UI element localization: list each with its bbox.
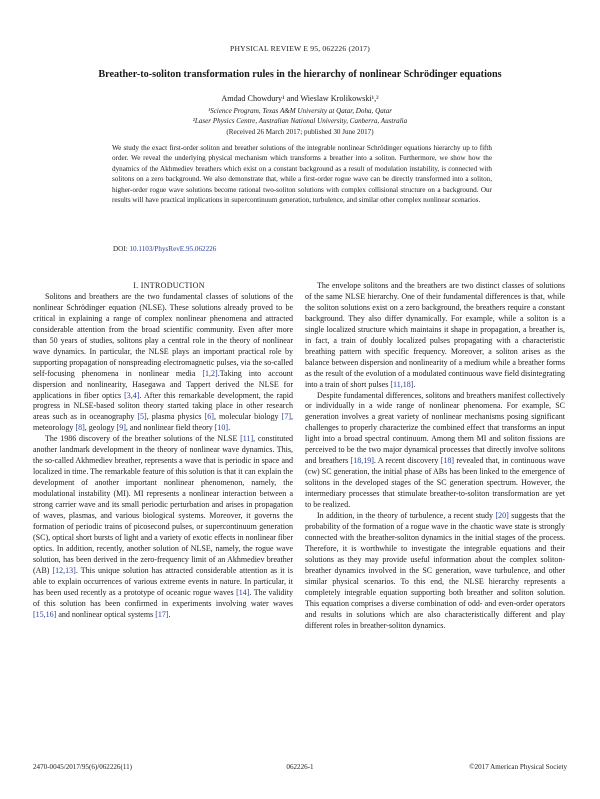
footer-page-number: 062226-1	[286, 763, 314, 771]
doi-label: DOI:	[113, 245, 128, 253]
citation[interactable]: [15,16]	[33, 609, 57, 619]
citation[interactable]: [14]	[236, 587, 250, 597]
citation[interactable]: [1,2]	[202, 368, 218, 378]
citation[interactable]: [6]	[204, 412, 214, 422]
citation[interactable]: [9]	[116, 423, 126, 433]
running-head: PHYSICAL REVIEW E 95, 062226 (2017)	[230, 44, 370, 53]
doi-line	[113, 245, 216, 253]
abstract: We study the exact first-order soliton and breather solutions of the integrable nonlinear Schrödinger equations hierarchy up to fifth order. We reveal the underlying physical mechanism which transforms a breather into a soliton. Furthermore, we show how the dynamics of the Akhmediev breathers which exist on a constant background as a result of modulation instability, is connected with solitons on a zero background. We also demonstrate that, while a first-order rogue wave can be directly transformed into a soliton, higher-order rogue wave solutions become rational two-soliton solutions with complex collisional structure on a background. Our results will have practical implications in supercontinuum generation, turbulence, and similar other complex nonlinear scenarios.	[112, 144, 492, 205]
section-heading: I. INTRODUCTION	[133, 281, 205, 290]
left-column	[33, 281, 293, 621]
footer-issn: 2470-0045/2017/95(6)/062226(11)	[33, 763, 133, 771]
paper-title: Breather-to-soliton transformation rules in the hierarchy of nonlinear Schrödinger equations	[98, 69, 502, 80]
received-dates: (Received 26 March 2017; published 30 June 2017)	[226, 128, 374, 136]
affiliation-2: ²Laser Physics Centre, Australian National University, Canberra, Australia	[192, 117, 408, 125]
intro-paragraph-4: Despite fundamental differences, solitons and breathers manifest collectively or individually in a wide range of nonlinear phenomena. For example, SC generation involves a great variety of nonlinear mechanisms posing significant challenges to properly characterize the combined effect that transforms an input light into a broad spectral continuum. Among them MI and soliton fissions are perceived to be the two major dynamical processes that directly involve solitons and breathers [18,19]. A recent discovery [18] revealed that, in continuous wave (cw) SC generation, the initial phase of ABs has been linked to the emergence of solitons in the developed stages of the SC generation spectrum. However, the intermediary processes that stimulate breather-to-soliton transformation are yet to be realized.	[305, 390, 565, 510]
citation[interactable]: [18]	[440, 456, 455, 466]
right-column	[305, 281, 565, 632]
citation[interactable]: [3,4]	[124, 390, 140, 400]
citation[interactable]: [18,19]	[350, 456, 374, 466]
citation[interactable]: [11]	[240, 434, 254, 444]
citation[interactable]: [7]	[281, 412, 291, 422]
citation[interactable]: [17]	[155, 609, 169, 619]
citation[interactable]: [11,18]	[390, 379, 414, 389]
intro-paragraph-5: In addition, in the theory of turbulence, a recent study [20] suggests that the probability of the formation of a rogue wave in the chaotic wave state is strongly connected with the breather-soliton dynamics in the initial stages of the process. Therefore, it is worthwhile to investigate the integrable equations and their solutions as they may provide useful information about the complex soliton-breather dynamics involved in the SC generation, wave turbulence, and other similar physical scenarios. To this end, the NLSE hierarchy represents a completely integrable equation supporting both breather and soliton solution. This equation comprises a diverse combination of odd- and even-order operators and results in solutions which are also characteristically different and play different roles in breather-soliton dynamics.	[305, 511, 565, 630]
affiliation-1: ¹Science Program, Texas A&M University at Qatar, Doha, Qatar	[207, 107, 393, 115]
doi-link[interactable]: 10.1103/PhysRevE.95.062226	[129, 245, 217, 253]
citation[interactable]: [8]	[75, 423, 85, 433]
citation[interactable]: [20]	[495, 511, 509, 521]
intro-paragraph-3: The envelope solitons and the breathers are two distinct classes of solutions of the same NLSE hierarchy. One of their fundamental differences is that, while the soliton solutions exist on a zero background, the breathers require a constant background. They also differ dynamically. For example, while a soliton is a single localized structure which maintains it shape in propagation, a breather is, in fact, a train of doubly localized pulses propagating with a characteristic breathing pattern with specific frequency. Moreover, a soliton arises as the balance between dispersion and nonlinearity of a medium while a breather forms as the result of the evolution of a modulated continuous wave field disintegrating into a train of short pulses [11,18].	[305, 281, 565, 389]
citation[interactable]: [10]	[214, 423, 229, 433]
intro-paragraph-1: Solitons and breathers are the two fundamental classes of solutions of the nonlinear Schrödinger equation (NLSE). These solutions already proved to be critical in explaining a range of complex nonlinear phenomena and attracted considerable attention from the broad scientific community. Even after more than 50 years of studies, solitons play a central role in the theory of nonlinear wave dynamics. In particular, the NLSE plays an important practical role by supporting propagation of nonspreading electromagnetic pulses, via the so-called self-focusing phenomena in nonlinear media [1,2].Taking into account dispersion and nonlinearity, Hasegawa and Tappert derived the NLSE for applications in fiber optics [3,4]. After this remarkable development, the rapid progress in NLSE-based soliton theory started taking place in other research areas such as in oceanography [5], plasma physics [6], molecular biology [7], meteorology [8], geology [9], and nonlinear field theory [10].	[33, 291, 294, 433]
citation[interactable]: [5]	[137, 412, 147, 422]
citation[interactable]: [12,13]	[52, 565, 76, 575]
footer-copyright: ©2017 American Physical Society	[469, 763, 567, 771]
authors: Amdad Chowdury¹ and Wieslaw Krolikowski¹,²	[221, 94, 379, 103]
intro-paragraph-2: The 1986 discovery of the breather solutions of the NLSE [11], constituted another landmark development in the theory of nonlinear wave dynamics. This, the so-called Akhmediev breather, represents a wave that is periodic in space and localized in time. The remarkable feature of this solution is that it can explain the development of another important nonlinear phenomenon, namely, the modulational instability (MI). MI represents a nonlinear interaction between a strong carrier wave and its small periodic perturbation and arises in propagation of waves, plasmas, and various biological systems. Moreover, it governs the formation of periodic trains of picosecond pulses, or supercontinuum generation (SC), optical short bursts of light and a variety of exotic effects in nonlinear fiber optics. In addition, recently, another solution of NLSE, namely, the rogue wave solution, has been derived in the zero-frequency limit of an Akhmediev breather (AB) [12,13]. This unique solution has attracted considerable attention as it is able to explain occurrences of various extreme events in nature. In particular, it has been used recently as a prototype of oceanic rogue waves [14]. The validity of this solution has been confirmed in experiments involving water waves [15,16] and nonlinear optical systems [17].	[33, 434, 294, 619]
